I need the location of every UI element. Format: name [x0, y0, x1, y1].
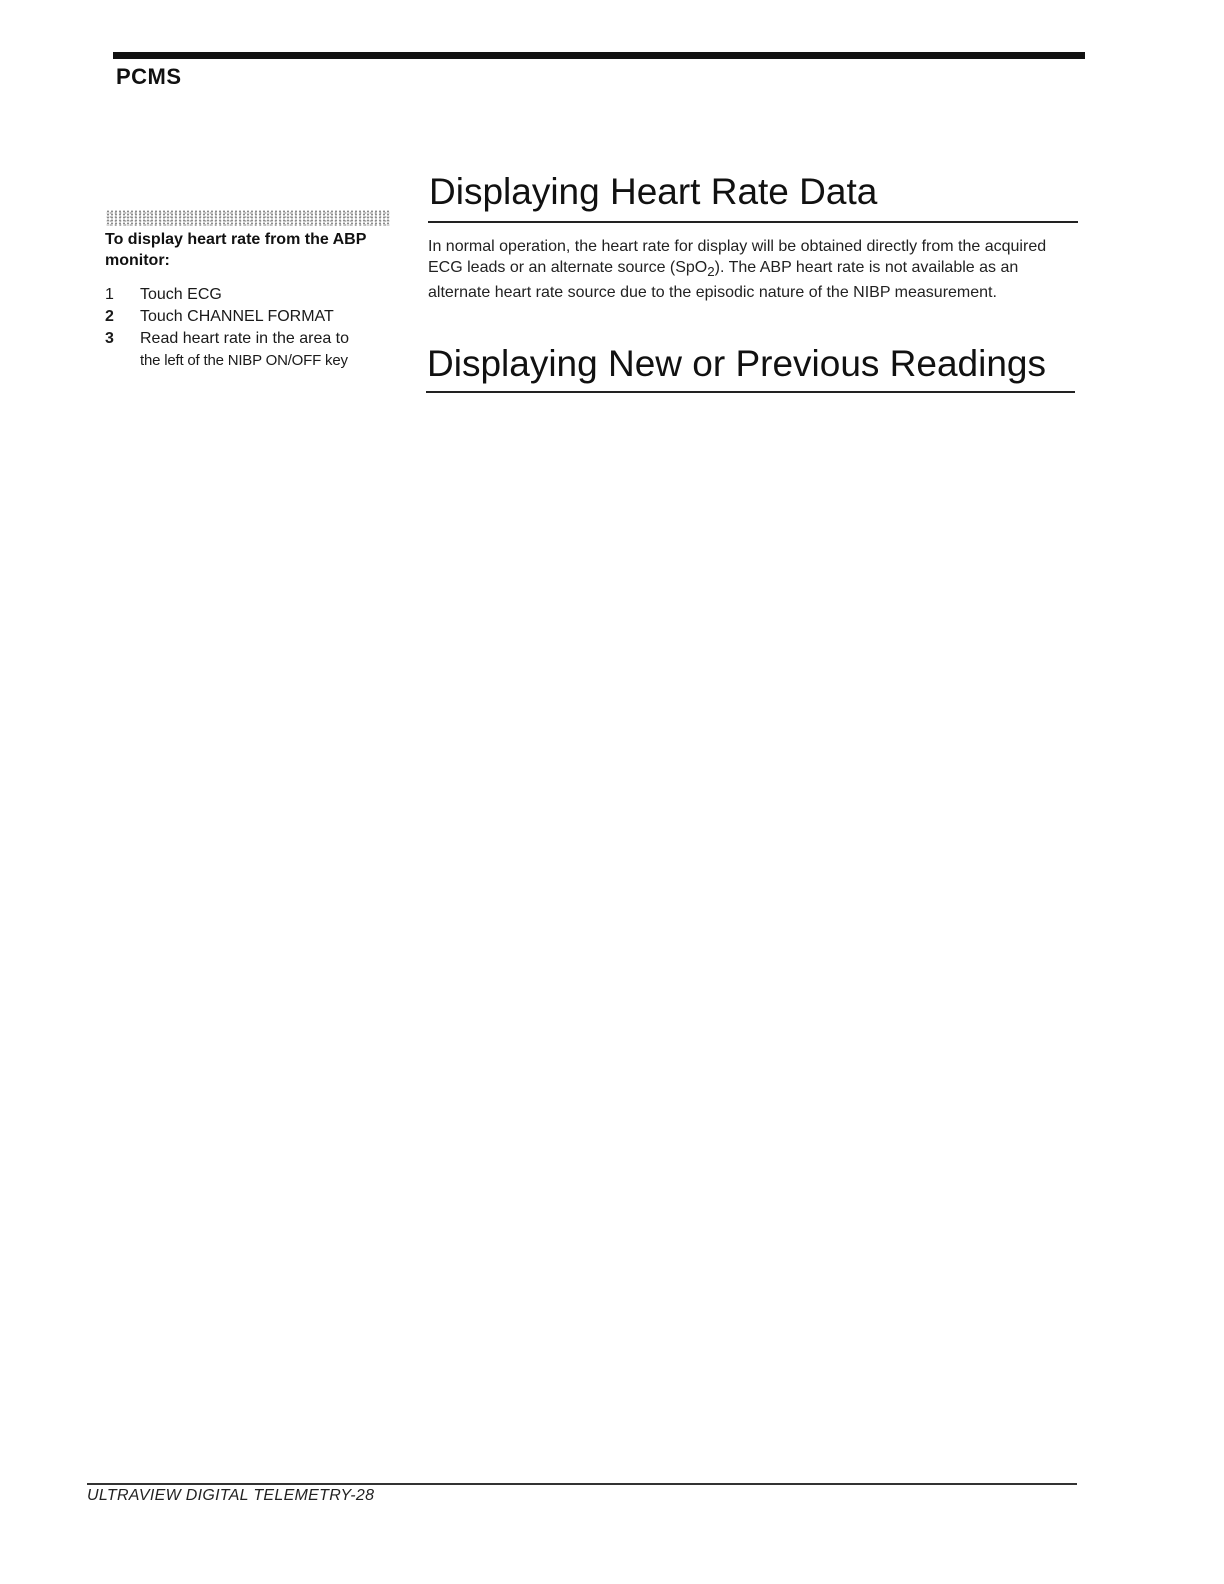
footer-page-label: ULTRAVIEW DIGITAL TELEMETRY-28 — [87, 1487, 375, 1504]
footer-rule — [87, 1483, 1077, 1485]
section-heading-heart-rate: Displaying Heart Rate Data — [429, 171, 878, 212]
step-number: 2 — [105, 308, 114, 325]
procedure-heading: To display heart rate from the ABP monitor: — [105, 231, 367, 269]
step-text — [140, 328, 405, 372]
step-item — [105, 284, 405, 306]
step-item — [105, 328, 405, 372]
step-number: 3 — [105, 330, 114, 347]
section-label: PCMS — [116, 64, 182, 89]
step-text-line: Read heart rate in the area to — [140, 330, 350, 347]
section-heading-readings: Displaying New or Previous Readings — [427, 343, 1047, 384]
step-text-line: the left of the NIBP ON/OFF key — [140, 352, 348, 369]
scan-artifact-band — [106, 210, 390, 226]
subscript: 2 — [707, 264, 715, 280]
header-rule — [113, 52, 1085, 59]
heading-rule — [426, 391, 1075, 393]
step-number: 1 — [105, 286, 114, 303]
step-item — [105, 306, 405, 328]
step-text: Touch CHANNEL FORMAT — [140, 308, 334, 325]
para-text: ). The ABP heart rate is not available as an alternate heart rate source due to the episodic nature of the NIBP measurement. — [428, 259, 1019, 302]
heading-rule — [428, 221, 1078, 223]
para-text: In normal operation, the heart rate for display will be obtained directly from the acquired ECG leads or an alternate source (SpO — [428, 238, 1047, 276]
step-text: Touch ECG — [140, 286, 222, 303]
body-paragraph — [428, 236, 1078, 303]
procedure-steps — [105, 284, 405, 372]
